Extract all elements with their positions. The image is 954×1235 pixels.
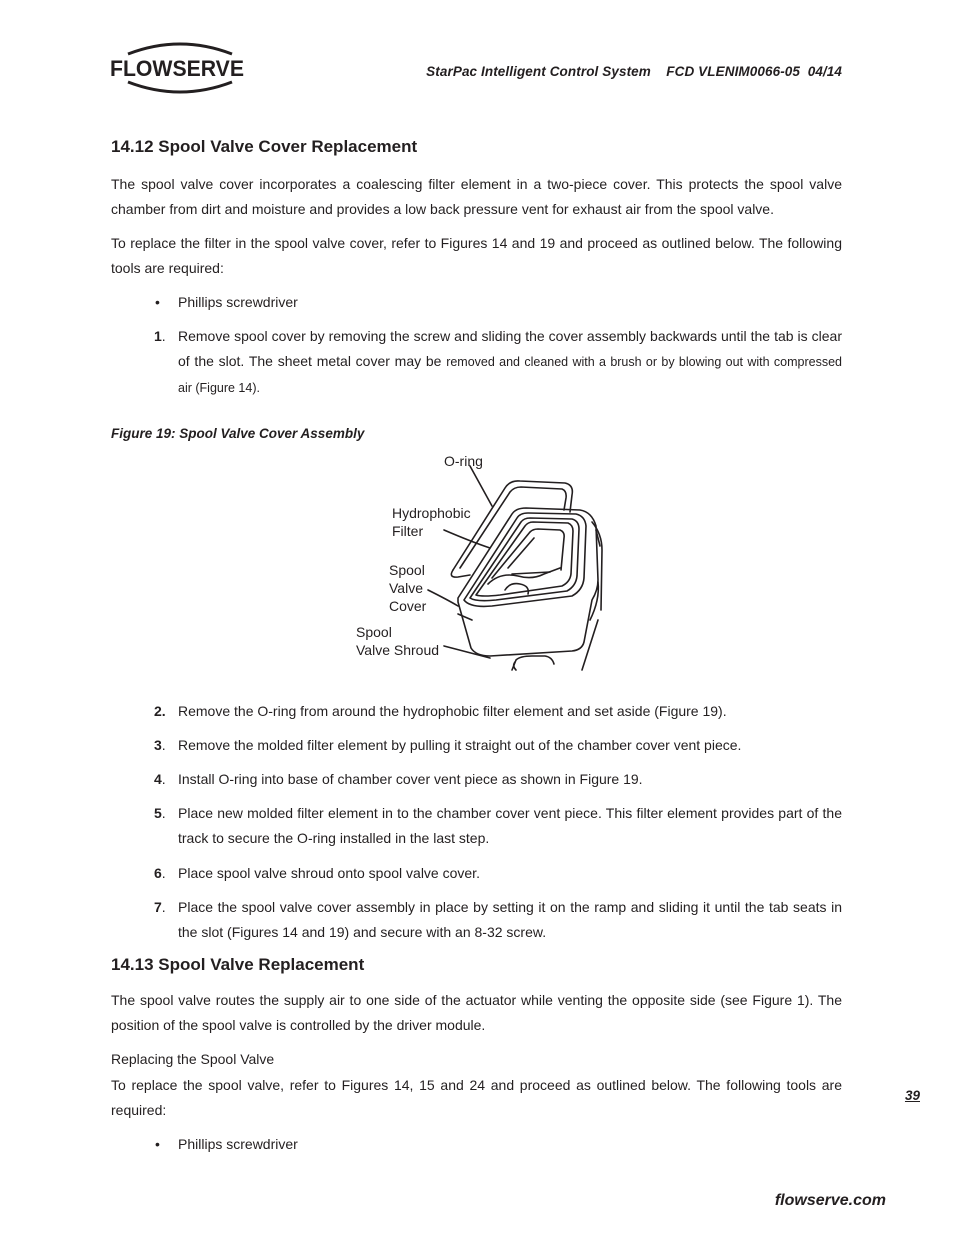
step-text: Place spool valve shroud onto spool valve cover.	[178, 865, 480, 881]
flowserve-logo-icon	[110, 40, 250, 96]
step-text: Place new molded filter element in to the chamber cover vent piece. This filter element provides part of the track to secure the O-ring installed in the last step.	[178, 805, 842, 846]
step-number: 6.	[154, 865, 166, 881]
bottom-tab	[512, 656, 554, 670]
bullet-icon: •	[155, 294, 160, 310]
leader-line-oring	[470, 466, 492, 506]
bottom-tab	[514, 662, 516, 670]
oring-shape	[451, 570, 470, 577]
step-text: Install O-ring into base of chamber cover vent piece as shown in Figure 19.	[178, 771, 643, 787]
step-number: 7.	[154, 899, 166, 915]
label-hydrophobic: Hydrophobic	[392, 505, 471, 521]
figure-caption: Figure 19: Spool Valve Cover Assembly	[111, 426, 365, 441]
label-filter: Filter	[392, 523, 424, 539]
label-spool: Spool	[389, 562, 425, 578]
section-heading-14-12: 14.12 Spool Valve Cover Replacement	[111, 137, 418, 156]
paragraph-tools-required: To replace the spool valve, refer to Figures 14, 15 and 24 and proceed as outlined below. The following tools are required:	[111, 1077, 842, 1118]
oring-shape	[460, 487, 566, 568]
bullet-icon: •	[155, 1136, 160, 1152]
label-spool: Spool	[356, 624, 392, 640]
step-number: 2.	[154, 703, 166, 719]
label-cover: Cover	[389, 598, 427, 614]
step-number: 1.	[154, 328, 166, 344]
subheading-replacing: Replacing the Spool Valve	[111, 1051, 275, 1067]
step-text: Remove the molded filter element by pulling it straight out of the chamber cover vent piece.	[178, 737, 742, 753]
footer-url[interactable]: flowserve.com	[774, 1192, 886, 1209]
leader-line-cover	[458, 614, 472, 620]
paragraph-cover-intro: The spool valve cover incorporates a coalescing filter element in a two-piece cover. This protects the spool valve chamber from dirt and moisture and provides a low back pressure vent for exhaust air from the spool valve.	[111, 176, 842, 217]
tool-item: Phillips screwdriver	[178, 1136, 298, 1152]
document-title: StarPac Intelligent Control System FCD VLENIM0066-05 04/14	[426, 64, 842, 79]
label-valve-shroud: Valve Shroud	[356, 642, 440, 658]
leader-line-shroud	[444, 646, 490, 658]
step-number: 5.	[154, 805, 166, 821]
tool-item: Phillips screwdriver	[178, 294, 298, 310]
label-oring: O-ring	[444, 453, 483, 469]
paragraph-tools-required: To replace the filter in the spool valve cover, refer to Figures 14 and 19 and proceed as outlined below. The following tools are required:	[111, 235, 842, 276]
label-valve: Valve	[389, 580, 423, 596]
step-text: Place the spool valve cover assembly in place by setting it on the ramp and sliding it until the tab seats in the slot (Figures 14 and 19) and secure with an 8-32 screw.	[178, 899, 842, 940]
step-text-part: removed and cleaned with a brush or by blowing out with compressed air (Figure 14).	[178, 355, 842, 395]
paragraph-spool-valve-intro: The spool valve routes the supply air to one side of the actuator while venting the opposite side (see Figure 1). The position of the spool valve is controlled by the driver module.	[111, 992, 842, 1033]
step-text	[178, 324, 842, 401]
step-text: Remove the O-ring from around the hydrophobic filter element and set aside (Figure 19).	[178, 703, 727, 719]
flowserve-logo	[110, 40, 250, 96]
step-text-part: Remove spool cover by removing the screw and sliding the cover assembly backwards until the tab is clear of the slot. The sheet metal cover may be	[178, 328, 842, 369]
step-number: 3.	[154, 737, 166, 753]
shroud-edge	[582, 620, 598, 670]
section-heading-14-13: 14.13 Spool Valve Replacement	[111, 955, 365, 974]
logo-text: FLOWSERVE	[110, 56, 244, 81]
leader-line-cover	[428, 590, 458, 606]
step-number: 4.	[154, 771, 166, 787]
page-number: 39	[904, 1088, 920, 1103]
